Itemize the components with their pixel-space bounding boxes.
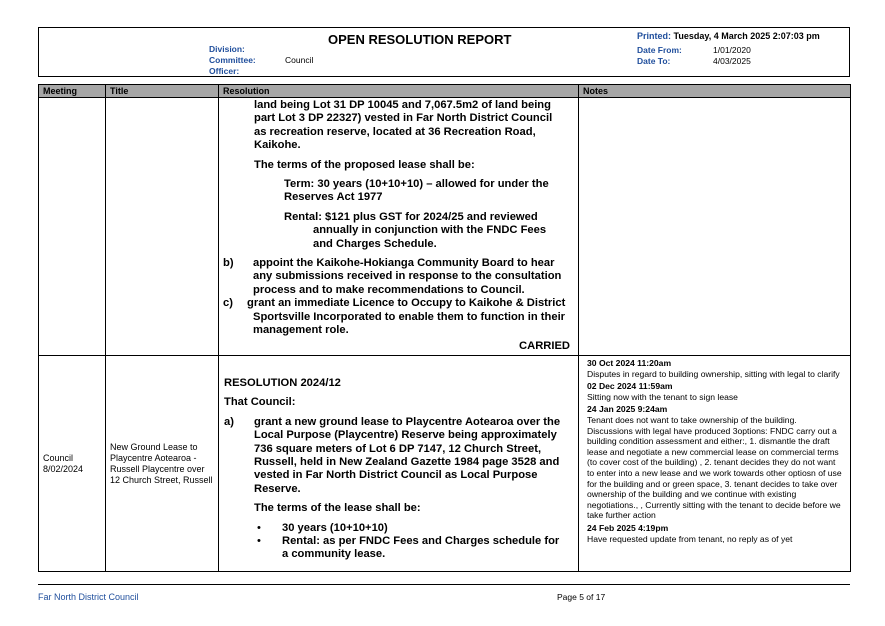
meeting-cell [39, 98, 106, 356]
meeting-cell [39, 356, 106, 572]
rental-line: and Charges Schedule. [313, 237, 437, 250]
footer-divider [38, 584, 850, 585]
date-from-label: Date From: [637, 45, 682, 55]
item-a-line: Russell, held in New Zealand Gazette 1984 page 3528 and [254, 456, 560, 469]
bullet-continuation: a community lease. [282, 548, 386, 561]
rental-line: Rental: $121 plus GST for 2024/25 and reviewed [284, 210, 538, 223]
that-council: That Council: [224, 396, 296, 409]
item-a-line: Local Purpose (Playcentre) Reserve being approximately [254, 429, 557, 442]
item-b-line: any submissions received in response to the consultation [253, 270, 562, 283]
resolution-heading: RESOLUTION 2024/12 [224, 377, 341, 389]
item-a-line: Reserve. [254, 482, 301, 495]
res-line: land being Lot 31 DP 10045 and 7,067.5m2 of land being [254, 99, 551, 111]
carried-label: CARRIED [519, 339, 570, 352]
printed-info [637, 31, 820, 41]
date-to-label: Date To: [637, 56, 671, 66]
col-title: Title [106, 85, 219, 98]
item-b-line: appoint the Kaikohe-Hokianga Community Board to hear [253, 257, 555, 270]
date-from-value: 1/01/2020 [713, 45, 751, 55]
terms-heading: The terms of the proposed lease shall be: [254, 158, 475, 171]
item-c-line: Sportsville Incorporated to enable them to function in their [253, 310, 566, 323]
page-number: Page 5 of 17 [557, 592, 606, 602]
table-row [39, 356, 851, 572]
col-resolution: Resolution [219, 85, 579, 98]
resolution-cell [219, 98, 579, 356]
term-line: Reserves Act 1977 [284, 191, 383, 204]
date-to-value: 4/03/2025 [713, 56, 751, 66]
printed-label: Printed: [637, 31, 672, 41]
note-date: 24 Feb 2025 4:19pm [587, 522, 669, 533]
item-a-line: grant a new ground lease to Playcentre Aotearoa over the [254, 415, 561, 428]
note-date: 24 Jan 2025 9:24am [587, 404, 668, 415]
committee-label: Committee: [209, 55, 256, 65]
item-b-line: process and to make recommendations to Council. [253, 283, 525, 296]
footer-org: Far North District Council [38, 592, 139, 602]
note-text: Have requested update from tenant, no reply as of yet [587, 533, 793, 544]
res-line: as recreation reserve, located at 36 Recreation Road, [254, 125, 536, 138]
title-cell [106, 98, 219, 356]
col-meeting: Meeting [39, 85, 106, 98]
title-value: New Ground Lease to Playcentre Aotearoa - Russell Playcentre over 12 Church Street, Russell [110, 441, 213, 485]
notes-cell [579, 98, 851, 356]
note-date: 02 Dec 2024 11:59am [587, 381, 673, 392]
rental-line: annually in conjunction with the FNDC Fees [313, 224, 547, 237]
note-text: Sitting now with the tenant to sign lease [587, 391, 738, 402]
committee-value: Council [285, 55, 314, 65]
terms-heading: The terms of the lease shall be: [254, 502, 421, 515]
res-line: Kaikohe. [254, 139, 301, 152]
note-text: Disputes in regard to building ownership, sitting with legal to clarify [587, 368, 840, 379]
title-cell [106, 356, 219, 572]
term-line: Term: 30 years (10+10+10) – allowed for under the [284, 178, 549, 191]
item-a-label: a) [224, 415, 234, 428]
table-row [39, 98, 851, 356]
bullet-text: Rental: as per FNDC Fees and Charges schedule for [282, 535, 560, 548]
note-text: Tenant does not want to take ownership of the building. Discussions with legal have produced 3options: FNDC carry out a building condition assessment and either:, 1. dismantle the draft lease and negotiate a new commercial lease on commercial terms (to cover cost of the building) , 2. tenant decides they do not want to enter into a new lease and we work towards other optiosn of use for the building and or green space, 3. tenant decides to take over ownership of the building and we continue with existing negotiations., , Currently sitting with the tenant to decide before we take further action [587, 414, 842, 521]
item-c-label: c) [223, 297, 233, 310]
division-label: Division: [209, 44, 245, 54]
note-date: 30 Oct 2024 11:20am [587, 358, 672, 368]
report-title: OPEN RESOLUTION REPORT [328, 32, 512, 47]
resolution-table [38, 84, 851, 572]
table-header-row [39, 85, 851, 98]
notes-cell [579, 356, 851, 572]
item-a-line: 736 square meters of Lot 6 DP 7147, 12 Church Street, [254, 442, 542, 455]
bullet-item: • 30 years (10+10+10) [253, 522, 572, 535]
item-b-label: b) [223, 257, 234, 270]
bullet-item [253, 535, 572, 548]
printed-value: Tuesday, 4 March 2025 2:07:03 pm [673, 31, 820, 41]
resolution-cell [219, 356, 579, 572]
col-notes: Notes [579, 85, 851, 98]
officer-label: Officer: [209, 66, 240, 76]
res-line: part Lot 3 DP 22327) vested in Far North District Council [254, 112, 553, 125]
item-c-line: management role. [253, 324, 349, 337]
report-header [38, 27, 850, 77]
item-c-line: grant an immediate Licence to Occupy to Kaikohe & District [247, 297, 566, 310]
meeting-value: Council 8/02/2024 [43, 452, 84, 474]
item-a-line: vested in Far North District Council as Local Purpose [254, 469, 538, 482]
